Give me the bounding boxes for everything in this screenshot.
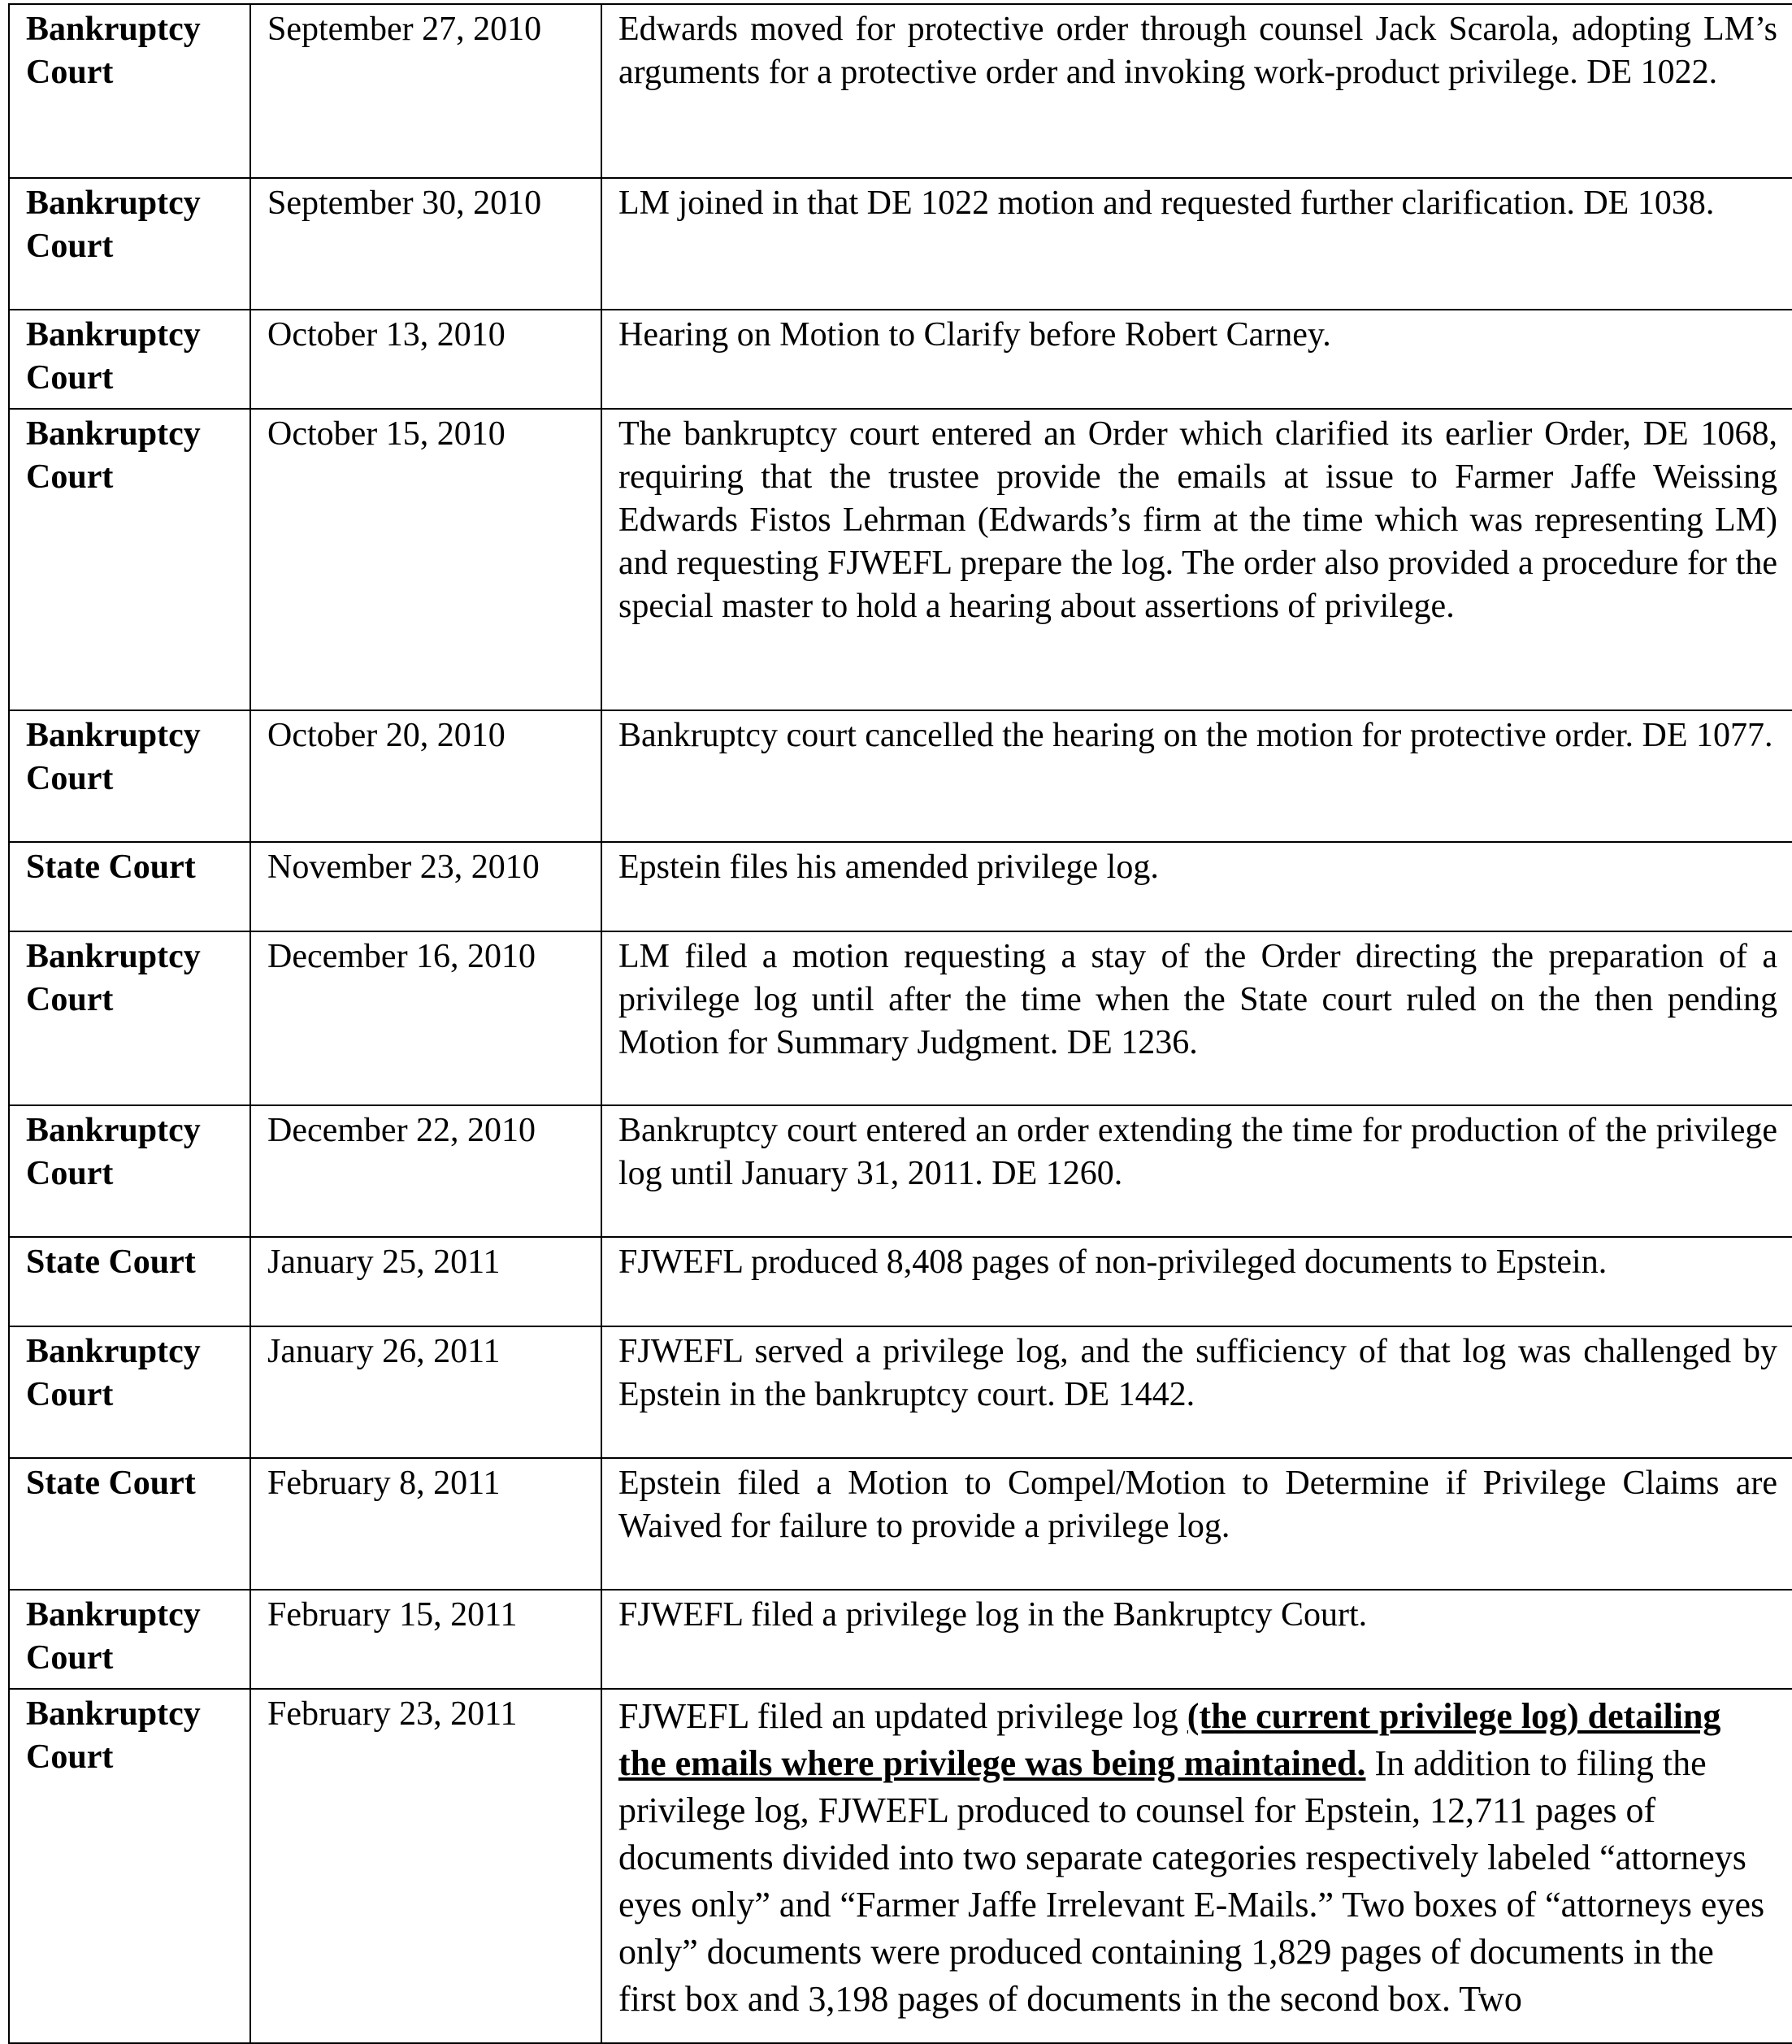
table-row <box>9 1237 1792 1326</box>
description-cell: Bankruptcy court entered an order extending the time for production of the privilege log until January 31, 2011. DE 1260. <box>601 1105 1792 1237</box>
chronology-table <box>8 3 1792 2044</box>
date-cell: October 13, 2010 <box>250 310 601 409</box>
court-cell: State Court <box>9 1458 250 1590</box>
court-cell: Bankruptcy Court <box>9 310 250 409</box>
date-cell: January 25, 2011 <box>250 1237 601 1326</box>
date-cell: December 16, 2010 <box>250 931 601 1105</box>
date-cell: February 23, 2011 <box>250 1689 601 2043</box>
description-cell: LM joined in that DE 1022 motion and requested further clarification. DE 1038. <box>601 178 1792 310</box>
court-cell: Bankruptcy Court <box>9 4 250 178</box>
court-cell: Bankruptcy Court <box>9 409 250 710</box>
court-cell: Bankruptcy Court <box>9 1689 250 2043</box>
description-text: FJWEFL filed an updated privilege log <box>618 1696 1187 1736</box>
table-row <box>9 4 1792 178</box>
date-cell: September 27, 2010 <box>250 4 601 178</box>
description-cell: Epstein files his amended privilege log. <box>601 842 1792 931</box>
court-cell: Bankruptcy Court <box>9 1105 250 1237</box>
table-row <box>9 1689 1792 2043</box>
court-cell: State Court <box>9 842 250 931</box>
table-row <box>9 842 1792 931</box>
table-row <box>9 1105 1792 1237</box>
date-cell: December 22, 2010 <box>250 1105 601 1237</box>
court-cell: Bankruptcy Court <box>9 1590 250 1689</box>
table-row <box>9 1326 1792 1458</box>
description-cell: FJWEFL served a privilege log, and the sufficiency of that log was challenged by Epstein in the bankruptcy court. DE 1442. <box>601 1326 1792 1458</box>
description-cell: Bankruptcy court cancelled the hearing on the motion for protective order. DE 1077. <box>601 710 1792 842</box>
table-row <box>9 710 1792 842</box>
court-cell: Bankruptcy Court <box>9 931 250 1105</box>
table-row <box>9 409 1792 710</box>
table-row <box>9 931 1792 1105</box>
court-cell: Bankruptcy Court <box>9 1326 250 1458</box>
table-row <box>9 1458 1792 1590</box>
description-cell: Edwards moved for protective order through counsel Jack Scarola, adopting LM’s arguments for a protective order and invoking work-product privilege. DE 1022. <box>601 4 1792 178</box>
court-cell: Bankruptcy Court <box>9 178 250 310</box>
current-privilege-log-emphasis: (the current privilege log) detailing the emails where privilege was being maintained. <box>618 1696 1721 1783</box>
description-cell: Epstein filed a Motion to Compel/Motion to Determine if Privilege Claims are Waived for failure to provide a privilege log. <box>601 1458 1792 1590</box>
description-cell: FJWEFL filed a privilege log in the Bankruptcy Court. <box>601 1590 1792 1689</box>
description-cell: Hearing on Motion to Clarify before Robert Carney. <box>601 310 1792 409</box>
date-cell: January 26, 2011 <box>250 1326 601 1458</box>
date-cell: February 8, 2011 <box>250 1458 601 1590</box>
description-text: In addition to filing the privilege log, FJWEFL produced to counsel for Epstein, 12,711 pages of documents divided into two separate categories respectively labeled “attorneys eyes only” and “Farmer Jaffe Irrelevant E-Mails.” Two boxes of “attorneys eyes only” documents were produced containing 1,829 pages of documents in the first box and 3,198 pages of documents in the second box. Two <box>618 1743 1765 2019</box>
date-cell: October 20, 2010 <box>250 710 601 842</box>
date-cell: September 30, 2010 <box>250 178 601 310</box>
description-cell: FJWEFL produced 8,408 pages of non-privileged documents to Epstein. <box>601 1237 1792 1326</box>
description-cell: LM filed a motion requesting a stay of the Order directing the preparation of a privilege log until after the time when the State court ruled on the then pending Motion for Summary Judgment. DE 1236. <box>601 931 1792 1105</box>
description-cell: The bankruptcy court entered an Order which clarified its earlier Order, DE 1068, requiring that the trustee provide the emails at issue to Farmer Jaffe Weissing Edwards Fistos Lehrman (Edwards’s firm at the time which was representing LM) and requesting FJWEFL prepare the log. The order also provided a procedure for the special master to hold a hearing about assertions of privilege. <box>601 409 1792 710</box>
court-cell: Bankruptcy Court <box>9 710 250 842</box>
table-row <box>9 310 1792 409</box>
date-cell: November 23, 2010 <box>250 842 601 931</box>
date-cell: October 15, 2010 <box>250 409 601 710</box>
description-cell <box>601 1689 1792 2043</box>
table-row <box>9 178 1792 310</box>
court-cell: State Court <box>9 1237 250 1326</box>
date-cell: February 15, 2011 <box>250 1590 601 1689</box>
table-row <box>9 1590 1792 1689</box>
